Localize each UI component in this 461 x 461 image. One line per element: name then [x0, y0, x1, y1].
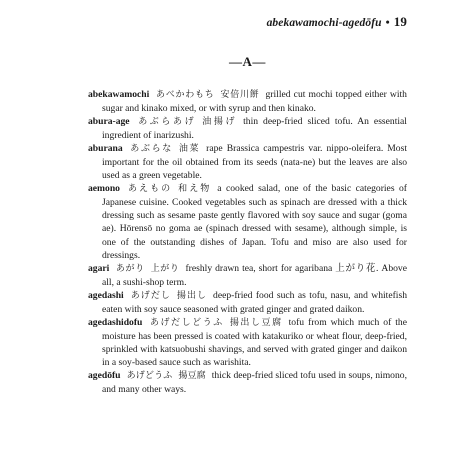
entry-kana: あげどうふ [126, 370, 173, 381]
entry-kanji: 揚豆腐 [178, 370, 206, 381]
entry-kanji: 油菜 [178, 144, 201, 155]
entry-kana: あぶらあげ [135, 117, 197, 128]
dictionary-entry [88, 142, 407, 182]
entry-definition: thin deep-fried sliced tofu. An essential ingredient of inarizushi. [102, 116, 407, 142]
entry-definition: rape Brassica campestris var. nippo-oleifera. Most important for the oil obtained from its seeds (nata-ne) but the leaves are also used as a green vegetable. [102, 143, 407, 182]
dictionary-entry [88, 289, 407, 316]
dictionary-entry [88, 88, 407, 115]
dictionary-entry [88, 262, 407, 289]
entry-headword: agedōfu [88, 369, 121, 381]
entry-definition: grilled cut mochi topped either with sugar and kinako mixed, or with syrup and then kinako. [102, 89, 407, 115]
entry-list [88, 88, 407, 396]
entry-definition: tofu from which much of the moisture has been pressed is coated with katakuriko or wheat flour, deep-fried, sprinkled with katsuobushi shavings, and served with grated ginger and daikon in a soy-based sauce such as warishita. [102, 316, 407, 368]
entry-kana: あがり [115, 263, 145, 274]
entry-definition: a cooked salad, one of the basic categories of Japanese cuisine. Cooked vegetables such as spinach are dressed with a thick dressing such as sesame paste gently flavored with soy sauce and sugar (goma ae). Hōrensō no goma ae (spinach dressed with sesame), although simple, is one of the outstanding dishes of Japan. Tofu and miso are also used for dressings. [102, 183, 407, 261]
dictionary-entry [88, 115, 407, 142]
running-head [88, 12, 407, 32]
entry-definition: freshly drawn tea, short for agaribana 上がり花. Above all, a sushi-shop term. [102, 262, 407, 288]
entry-kana: あべかわもち [155, 90, 215, 100]
entry-kana: あげだし [129, 290, 171, 301]
dictionary-entry [88, 369, 407, 396]
dictionary-entry [88, 182, 407, 261]
running-head-title: abekawamochi-agedōfu [266, 17, 382, 29]
entry-kanji: 上がり [150, 263, 180, 274]
entry-definition: deep-fried food such as tofu, nasu, and whitefish eaten with soy sauce seasoned with grated ginger and grated daikon. [102, 289, 407, 315]
entry-headword: agedashidofu [88, 316, 143, 328]
section-letter-heading: —A— [229, 54, 266, 69]
entry-headword: aemono [88, 183, 120, 195]
entry-definition: thick deep-fried sliced tofu used in soups, nimono, and many other ways. [102, 369, 407, 396]
running-head-separator: • [385, 17, 390, 29]
entry-headword: agari [88, 262, 110, 274]
entry-kanji: 揚出し [176, 290, 208, 301]
entry-headword: abura-age [88, 116, 130, 128]
entry-headword: aburana [88, 143, 123, 155]
entry-kanji: 揚出し豆腐 [229, 317, 283, 328]
entry-kanji: 安倍川餅 [220, 90, 260, 100]
dictionary-entry [88, 316, 407, 369]
entry-kana: あえもの [125, 184, 173, 195]
entry-kanji: 和え物 [178, 184, 212, 195]
entry-headword: abekawamochi [88, 89, 150, 100]
entry-headword: agedashi [88, 289, 124, 301]
entry-kana: あげだしどうふ [148, 317, 224, 328]
entry-kanji: 油揚げ [202, 117, 238, 128]
page-number: 19 [393, 14, 407, 29]
entry-kana: あぶらな [128, 144, 173, 155]
